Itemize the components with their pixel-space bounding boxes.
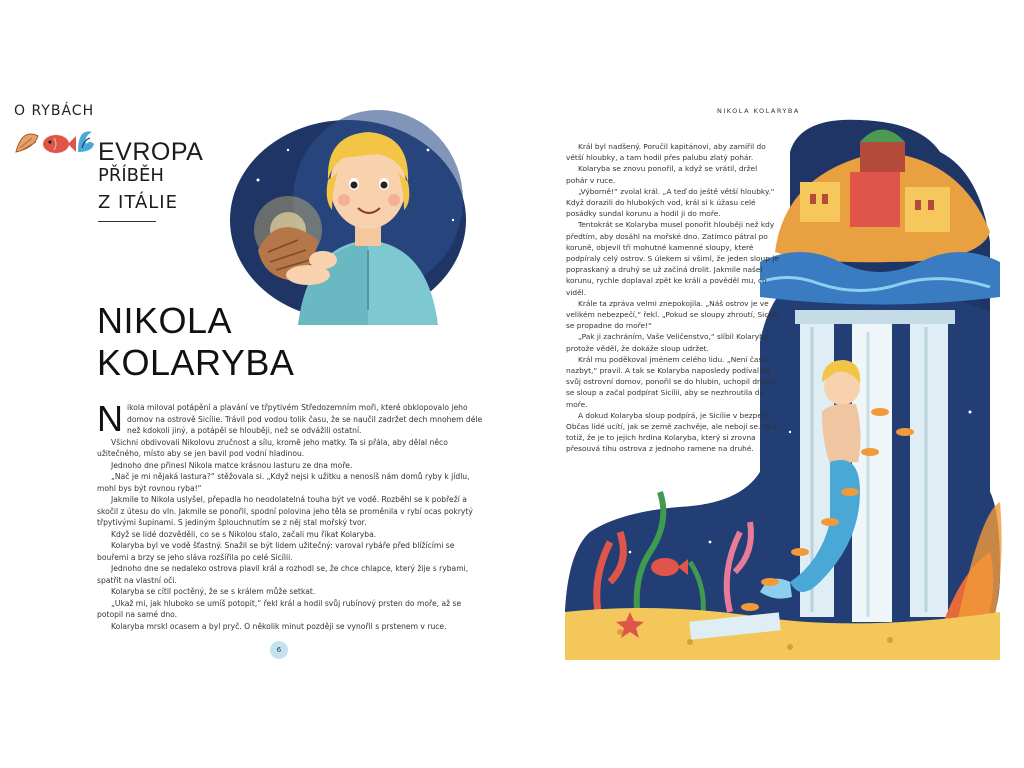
paragraph: Kolaryba se cítil poctěný, že se s králem může setkat. — [111, 587, 316, 596]
hero-name-line2: KOLARYBA — [97, 342, 295, 383]
story-title: EVROPA — [98, 138, 204, 166]
paragraph: Král byl nadšený. Poručil kapitánovi, aby zamířil do větší hloubky, a tam hodil přes palubu zlatý pohár. — [566, 142, 766, 163]
story-subtitle-line2: Z ITÁLIE — [98, 192, 178, 213]
paragraph: A dokud Kolaryba sloup podpírá, je Sicílie v bezpečí. Občas lidé ucítí, jak se země zachvěje, ale nebojí se. Vědí totiž, že je to jejich hrdina Kolaryba, který si zrovna přesouvá tíhu ostrova z jednoho ramene na druhé. — [566, 410, 779, 454]
paragraph: Kolaryba byl ve vodě šťastný. Snažil se být lidem užitečný: varoval rybáře před blížícími se bouřemi a brzy se jeho sláva rozšířila po celé Sicílii. — [97, 541, 455, 562]
paragraph: Král mu poděkoval jménem celého lidu. „Není času nazbyt,“ pravil. A tak se Kolaryba naposledy podíval na svůj ostrovní domov, ponořil se do hlubin, uchopil drolící se sloup a začal podpírat Sicílii, aby se nezhroutila do moře. — [566, 354, 775, 409]
paragraph: Nikola miloval potápění a plavání ve třpytivém Středozemním moři, které obklopovalo jeho domov na ostrově Sicílie. Trávil pod vodou tolik času, že se naučil zadržet dech mnohem déle než kdokoli jiný, a potápěl se hlouběji, než se odvážili ostatní. — [97, 398, 483, 439]
paragraph: „Výborně!“ zvolal král. „A teď do ještě větší hloubky.“ Když dorazili do hlubokých vod, král si k úžasu celé posádky sundal korunu a hodil ji do moře. — [566, 186, 775, 219]
fish-icon — [43, 135, 76, 153]
wave-icon — [78, 131, 94, 152]
running-head: NIKOLA KOLARYBA — [717, 107, 800, 115]
drop-cap: N — [97, 398, 123, 439]
section-label: O RYBÁCH — [14, 103, 95, 119]
left-story-text — [97, 398, 487, 632]
hero-portrait-illustration — [228, 110, 478, 325]
paragraph: Jednoho dne se nedaleko ostrova plavil král a rozhodl se, že chce chlapce, který žije s rybami, spatřit na vlastní oči. — [97, 564, 469, 585]
paragraph: „Ukaž mi, jak hluboko se umíš potopit,“ řekl král a hodil svůj rubínový prsten do moře, až se potopil na samé dno. — [97, 598, 462, 619]
paragraph: Kolaryba mrskl ocasem a byl pryč. O několik minut později se vynořil s prstenem v ruce. — [111, 621, 447, 631]
paragraph: Když se lidé dozvěděli, co se s Nikolou stalo, začali mu říkat Kolaryba. — [111, 529, 377, 539]
page-number: 6 — [270, 641, 288, 659]
shell-icon — [16, 134, 38, 152]
paragraph: „Nač je mi nějaká lastura?“ stěžovala si. „Když nejsi k užitku a nenosíš nám domů ryby k jídlu, mohl bys být rovnou ryba!“ — [97, 472, 470, 493]
hero-name-line1: NIKOLA — [97, 300, 233, 341]
sea-creatures-icon — [12, 118, 96, 158]
paragraph: Krále ta zpráva velmi znepokojila. „Náš ostrov je ve velikém nebezpečí,“ řekl. „Pokud se sloupy zhroutí, Sicílie se propadne do moře!“ — [566, 298, 779, 331]
paragraph: Jakmile to Nikola uslyšel, přepadla ho neodolatelná touha být ve vodě. Rozběhl se k pobřeží a skočil z útesu do vln. Jakmile se ponořil, spodní polovina jeho těla se proměnila v rybí ocas pokrytý třpytivými šupinami. S jediným šplouchnutím se z něj stal mořský tvor. — [97, 495, 473, 527]
paragraph: „Pak ji zachráním, Vaše Veličenstvo,“ slíbil Kolaryba, protože věděl, že dokáže sloup udržet. — [566, 332, 771, 353]
paragraph: Jednoho dne přinesl Nikola matce krásnou lasturu ze dna moře. — [111, 460, 353, 470]
right-story-text — [566, 141, 779, 455]
paragraph: Kolaryba se znovu ponořil, a když se vrátil, držel pohár v ruce. — [566, 164, 758, 185]
story-subtitle-line1: PŘÍBĚH — [98, 165, 164, 186]
paragraph: Všichni obdivovali Nikolovu zručnost a sílu, kromě jeho matky. Ta si přála, aby dělal něco užitečného, místo aby se jen bavil pod vodní hladinou. — [97, 437, 448, 458]
title-underline — [98, 221, 156, 222]
paragraph: Tentokrát se Kolaryba musel ponořit hlouběji než kdy předtím, aby dosáhl na mořské dno. Zatímco pátral po koruně, objevil tři mohutné kamenné sloupy, které podpíraly celý ostrov. S úlekem si všiml, že jeden sloup je popraskaný a druhý se už začíná drolit. Jakmile našel korunu, rychle doplaval zpět ke králi a pověděl mu, co viděl. — [566, 220, 779, 297]
